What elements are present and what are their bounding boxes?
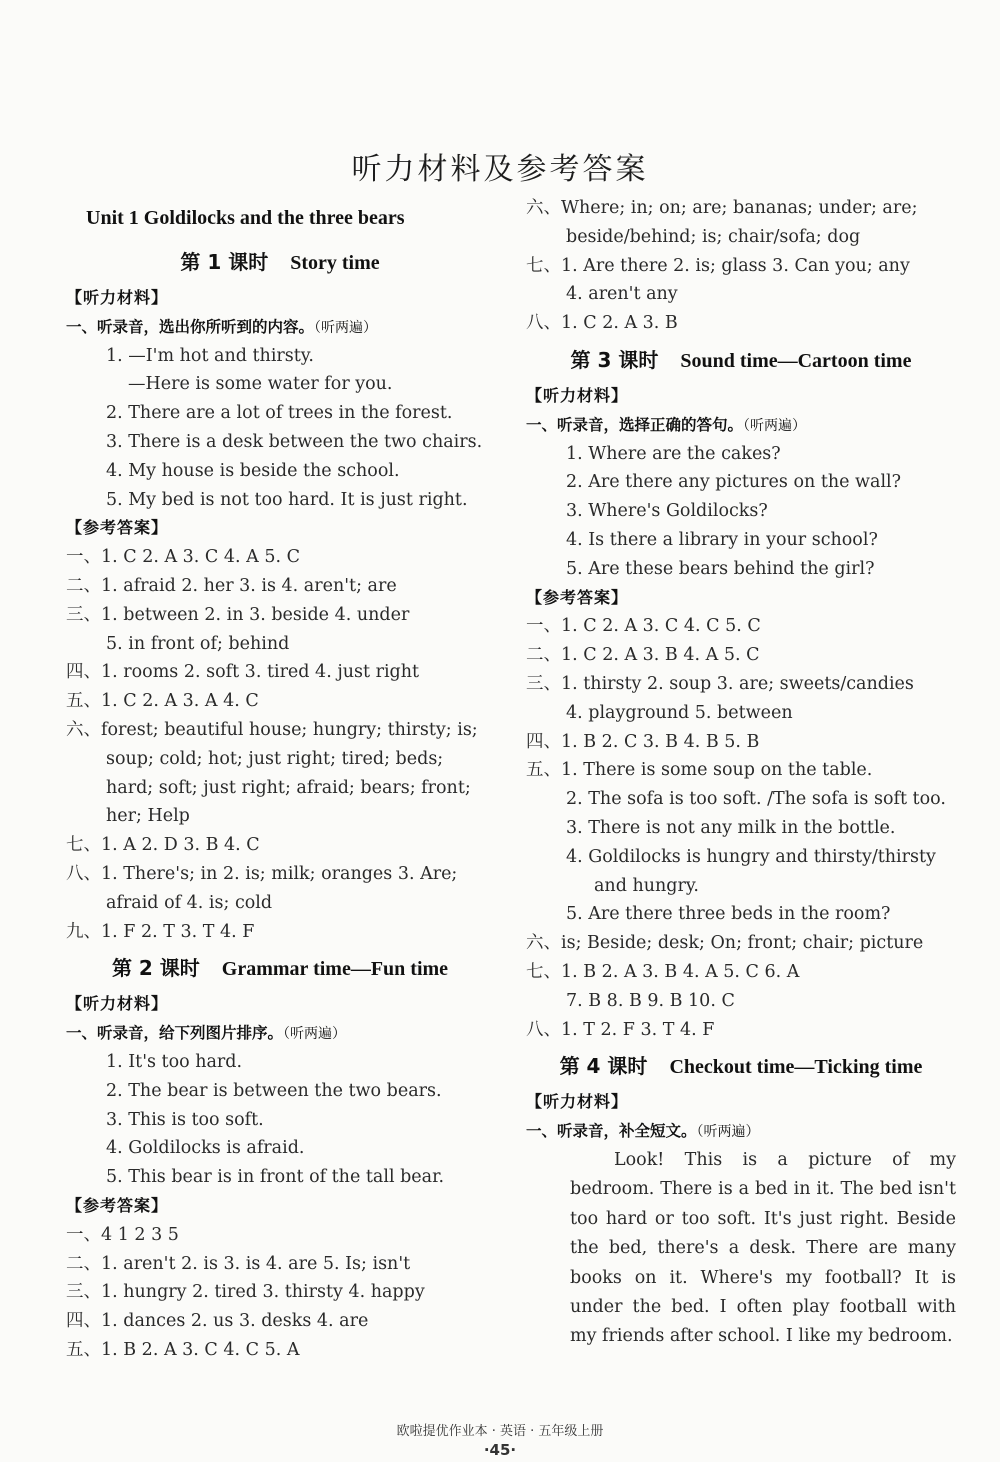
answer-line: 一、1. C 2. A 3. C 4. C 5. C (526, 616, 761, 637)
answer-line: 七、1. B 2. A 3. B 4. A 5. C 6. A (526, 961, 800, 982)
lesson-4-heading (526, 1044, 956, 1088)
answer-line: 5. Are there three beds in the room? (566, 904, 891, 925)
listening-item: 4. Is there a library in your school? (566, 529, 878, 550)
lesson-2-title: Grammar time—Fun time (221, 958, 449, 981)
answer-key-tag: 【参考答案】 (66, 1195, 169, 1215)
question-instruction: 一、听录音，补全短文。（听两遍） (526, 1122, 760, 1141)
question-instruction: 一、听录音，选出你所听到的内容。（听两遍） (66, 317, 378, 336)
answer-line: 六、is; Beside; desk; On; front; chair; picture (526, 933, 924, 954)
answer-line: 5. in front of; behind (106, 633, 290, 654)
lesson-1-heading (66, 240, 494, 284)
answer-key-tag: 【参考答案】 (526, 587, 629, 607)
page-title: 听力材料及参考答案 (351, 152, 649, 188)
listening-material-tag: 【听力材料】 (66, 288, 169, 307)
lesson-3-heading (526, 338, 956, 382)
lesson-3-title: Sound time—Cartoon time (680, 349, 912, 372)
answer-line: 7. B 8. B 9. B 10. C (566, 990, 735, 1011)
answer-line: 二、1. afraid 2. her 3. is 4. aren't; are (66, 575, 397, 596)
listening-item: 1. Where are the cakes? (566, 443, 781, 464)
answer-line: 二、1. aren't 2. is 3. is 4. are 5. Is; isn't (66, 1253, 411, 1274)
answer-line: 五、1. There is some soup on the table. (526, 760, 873, 781)
question-instruction: 一、听录音，给下列图片排序。（听两遍） (66, 1024, 347, 1043)
answer-line: 四、1. B 2. C 3. B 4. B 5. B (526, 731, 760, 752)
answer-line: 3. There is not any milk in the bottle. (566, 817, 896, 838)
answer-line: 4. aren't any (566, 284, 678, 305)
answer-line: beside/behind; is; chair/sofa; dog (566, 226, 861, 247)
listening-item: 2. Are there any pictures on the wall? (566, 472, 902, 493)
lesson-2-heading (66, 946, 494, 990)
answer-line: 2. The sofa is too soft. /The sofa is soft too. (566, 789, 946, 810)
listening-material-tag: 【听力材料】 (66, 994, 169, 1014)
unit-heading: Unit 1 Goldilocks and the three bears (86, 207, 405, 229)
answer-line: 4. Goldilocks is hungry and thirsty/thirsty (566, 846, 936, 867)
lesson-4-number: 第 4 课时 (559, 1054, 648, 1079)
lesson-1-title: Story time (290, 252, 380, 274)
listening-item: 1. —I'm hot and thirsty. (106, 345, 314, 366)
question-instruction: 一、听录音，选择正确的答句。（听两遍） (526, 415, 807, 434)
lesson-2-number: 第 2 课时 (111, 956, 200, 981)
listening-item: 5. My bed is not too hard. It is just right. (106, 489, 468, 510)
answer-line: 六、forest; beautiful house; hungry; thirsty; is; (66, 719, 478, 740)
answer-line: her; Help (106, 806, 190, 827)
answer-line: 四、1. dances 2. us 3. desks 4. are (66, 1311, 369, 1332)
answer-line: 八、1. C 2. A 3. B (526, 313, 678, 334)
answer-line: 一、1. C 2. A 3. C 4. A 5. C (66, 547, 300, 568)
left-column (66, 196, 494, 1365)
answer-line: 三、1. between 2. in 3. beside 4. under (66, 604, 410, 625)
answer-line: 七、1. Are there 2. is; glass 3. Can you; any (526, 255, 910, 276)
listening-item: 2. The bear is between the two bears. (106, 1080, 442, 1101)
listening-item: 3. Where's Goldilocks? (566, 501, 768, 522)
answer-line: 七、1. A 2. D 3. B 4. C (66, 835, 260, 856)
listening-item: —Here is some water for you. (128, 374, 393, 395)
answer-line: 4. playground 5. between (566, 702, 793, 723)
answer-line: 三、1. hungry 2. tired 3. thirsty 4. happy (66, 1282, 425, 1303)
listening-item: 2. There are a lot of trees in the forest. (106, 403, 453, 424)
listening-item: 5. This bear is in front of the tall bear. (106, 1167, 445, 1188)
listening-item: 3. There is a desk between the two chairs. (106, 431, 483, 452)
answer-line: 五、1. B 2. A 3. C 4. C 5. A (66, 1339, 300, 1360)
listening-item: 4. My house is beside the school. (106, 460, 400, 481)
answer-key-tag: 【参考答案】 (66, 518, 169, 538)
listen-twice-note: （听两遍） (743, 417, 807, 434)
answer-line: 三、1. thirsty 2. soup 3. are; sweets/candies (526, 673, 914, 694)
answer-line: 六、Where; in; on; are; bananas; under; are; (526, 198, 918, 218)
answer-line: 八、1. There's; in 2. is; milk; oranges 3. Are; (66, 863, 458, 884)
answer-line: and hungry. (594, 875, 699, 896)
listening-item: 4. Goldilocks is afraid. (106, 1138, 305, 1159)
answer-line: 九、1. F 2. T 3. T 4. F (66, 921, 255, 942)
listening-passage: Look! This is a picture of my bedroom. There is a bed in it. The bed isn't too hard or too soft. It's just right. Beside the bed, there's a desk. There are many books on it. Where's my football? It is under the bed. I often play football with my friends after school. I like my bedroom. (570, 1149, 956, 1347)
answer-line: 一、4 1 2 3 5 (66, 1224, 179, 1245)
book-title: 欧啦提优作业本 · 英语 · 五年级上册 (396, 1424, 604, 1439)
lesson-4-title: Checkout time—Ticking time (669, 1056, 923, 1079)
answer-line: afraid of 4. is; cold (106, 892, 273, 913)
answer-line: 二、1. C 2. A 3. B 4. A 5. C (526, 645, 760, 666)
listen-twice-note: （听两遍） (314, 319, 378, 336)
listening-material-tag: 【听力材料】 (526, 385, 629, 405)
right-column (526, 194, 956, 1352)
answer-line: 四、1. rooms 2. soft 3. tired 4. just right (66, 662, 420, 683)
listening-item: 1. It's too hard. (106, 1051, 243, 1072)
answer-line: 八、1. T 2. F 3. T 4. F (526, 1019, 715, 1040)
listening-item: 3. This is too soft. (106, 1109, 264, 1130)
listen-twice-note: （听两遍） (696, 1124, 760, 1141)
listen-twice-note: （听两遍） (283, 1026, 347, 1043)
listening-item: 5. Are these bears behind the girl? (566, 558, 875, 579)
listening-material-tag: 【听力材料】 (526, 1092, 629, 1112)
answer-line: 五、1. C 2. A 3. A 4. C (66, 691, 259, 712)
page-number: ·45· (483, 1441, 517, 1459)
answer-line: hard; soft; just right; afraid; bears; front; (106, 777, 471, 798)
lesson-3-number: 第 3 课时 (570, 347, 659, 372)
answer-line: soup; cold; hot; just right; tired; beds; (106, 748, 444, 769)
page-footer (0, 1420, 1000, 1459)
lesson-1-number: 第 1 课时 (180, 250, 269, 274)
